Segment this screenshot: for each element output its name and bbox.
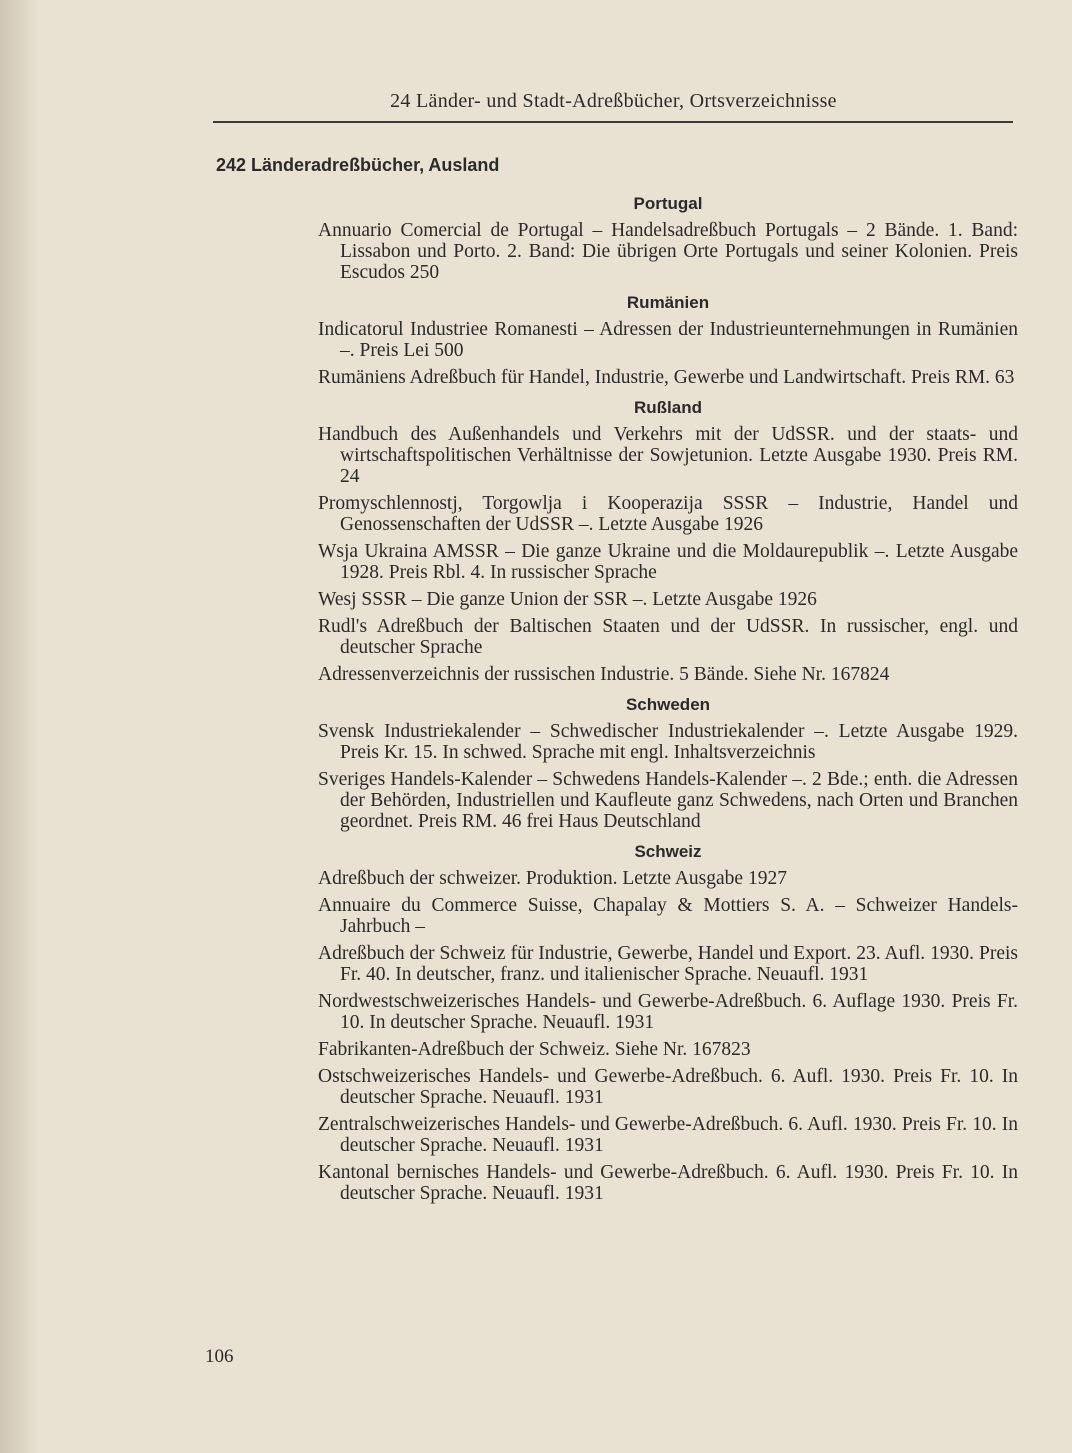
country-heading-portugal: Portugal (633, 194, 703, 213)
country-heading-rumaenien: Rumänien (626, 293, 710, 312)
entry: Handbuch des Außenhandels und Verkehrs mit der UdSSR. und der staats- und wirtschaftspolitischen Verhältnisse der Sowjetunion. Letzte Ausgabe 1930. Preis RM. 24 (318, 424, 1018, 487)
entry: Annuaire du Commerce Suisse, Chapalay & Mottiers S. A. – Schweizer Handels-Jahrbuch – (318, 895, 1018, 937)
section-heading: 242 Länderadreßbücher, Ausland (216, 155, 500, 175)
entry: Ostschweizerisches Handels- und Gewerbe-Adreßbuch. 6. Aufl. 1930. Preis Fr. 10. In deutscher Sprache. Neuaufl. 1931 (318, 1066, 1018, 1108)
page-number: 106 (205, 1346, 234, 1367)
entry: Rumäniens Adreßbuch für Handel, Industrie, Gewerbe und Landwirtschaft. Preis RM. 63 (318, 367, 1015, 388)
entry: Fabrikanten-Adreßbuch der Schweiz. Siehe Nr. 167823 (318, 1039, 751, 1060)
entries-column (318, 194, 1018, 1210)
country-heading-schweden: Schweden (625, 695, 711, 714)
entry: Zentralschweizerisches Handels- und Gewerbe-Adreßbuch. 6. Aufl. 1930. Preis Fr. 10. In deutscher Sprache. Neuaufl. 1931 (318, 1114, 1018, 1156)
entry: Indicatorul Industriee Romanesti – Adressen der Industrieunternehmungen in Rumänien –. Preis Lei 500 (318, 319, 1018, 361)
running-head: 24 Länder- und Stadt-Adreßbücher, Ortsverzeichnisse (390, 90, 837, 112)
entry: Wsja Ukraina AMSSR – Die ganze Ukraine und die Moldaurepublik –. Letzte Ausgabe 1928. Preis Rbl. 4. In russischer Sprache (318, 541, 1018, 583)
entry: Wesj SSSR – Die ganze Union der SSR –. Letzte Ausgabe 1926 (318, 589, 817, 610)
entry: Promyschlennostj, Torgowlja i Kooperazija SSSR – Industrie, Handel und Genossenschaften der UdSSR –. Letzte Ausgabe 1926 (318, 493, 1018, 535)
entry: Annuario Comercial de Portugal – Handelsadreßbuch Portugals – 2 Bände. 1. Band: Lissabon und Porto. 2. Band: Die übrigen Orte Portugals und seiner Kolonien. Preis Escudos 250 (318, 220, 1018, 283)
entry: Nordwestschweizerisches Handels- und Gewerbe-Adreßbuch. 6. Auflage 1930. Preis Fr. 10. In deutscher Sprache. Neuaufl. 1931 (318, 991, 1018, 1033)
entry: Sveriges Handels-Kalender – Schwedens Handels-Kalender –. 2 Bde.; enth. die Adressen der Behörden, Industriellen und Kaufleute ganz Schwedens, nach Orten und Branchen geordnet. Preis RM. 46 frei Haus Deutschland (318, 769, 1018, 832)
entry: Kantonal bernisches Handels- und Gewerbe-Adreßbuch. 6. Aufl. 1930. Preis Fr. 10. In deutscher Sprache. Neuaufl. 1931 (318, 1162, 1018, 1204)
entry: Adreßbuch der schweizer. Produktion. Letzte Ausgabe 1927 (318, 868, 787, 889)
entry: Rudl's Adreßbuch der Baltischen Staaten und der UdSSR. In russischer, engl. und deutscher Sprache (318, 616, 1018, 658)
country-heading-schweiz: Schweiz (634, 842, 702, 861)
header-rule (213, 121, 1013, 123)
entry: Adressenverzeichnis der russischen Industrie. 5 Bände. Siehe Nr. 167824 (318, 664, 890, 685)
entry: Svensk Industriekalender – Schwedischer Industriekalender –. Letzte Ausgabe 1929. Preis Kr. 15. In schwed. Sprache mit engl. Inhaltsverzeichnis (318, 721, 1018, 763)
country-heading-russland: Rußland (634, 398, 702, 417)
entry: Adreßbuch der Schweiz für Industrie, Gewerbe, Handel und Export. 23. Aufl. 1930. Preis Fr. 40. In deutscher, franz. und italienischer Sprache. Neuaufl. 1931 (318, 943, 1018, 985)
